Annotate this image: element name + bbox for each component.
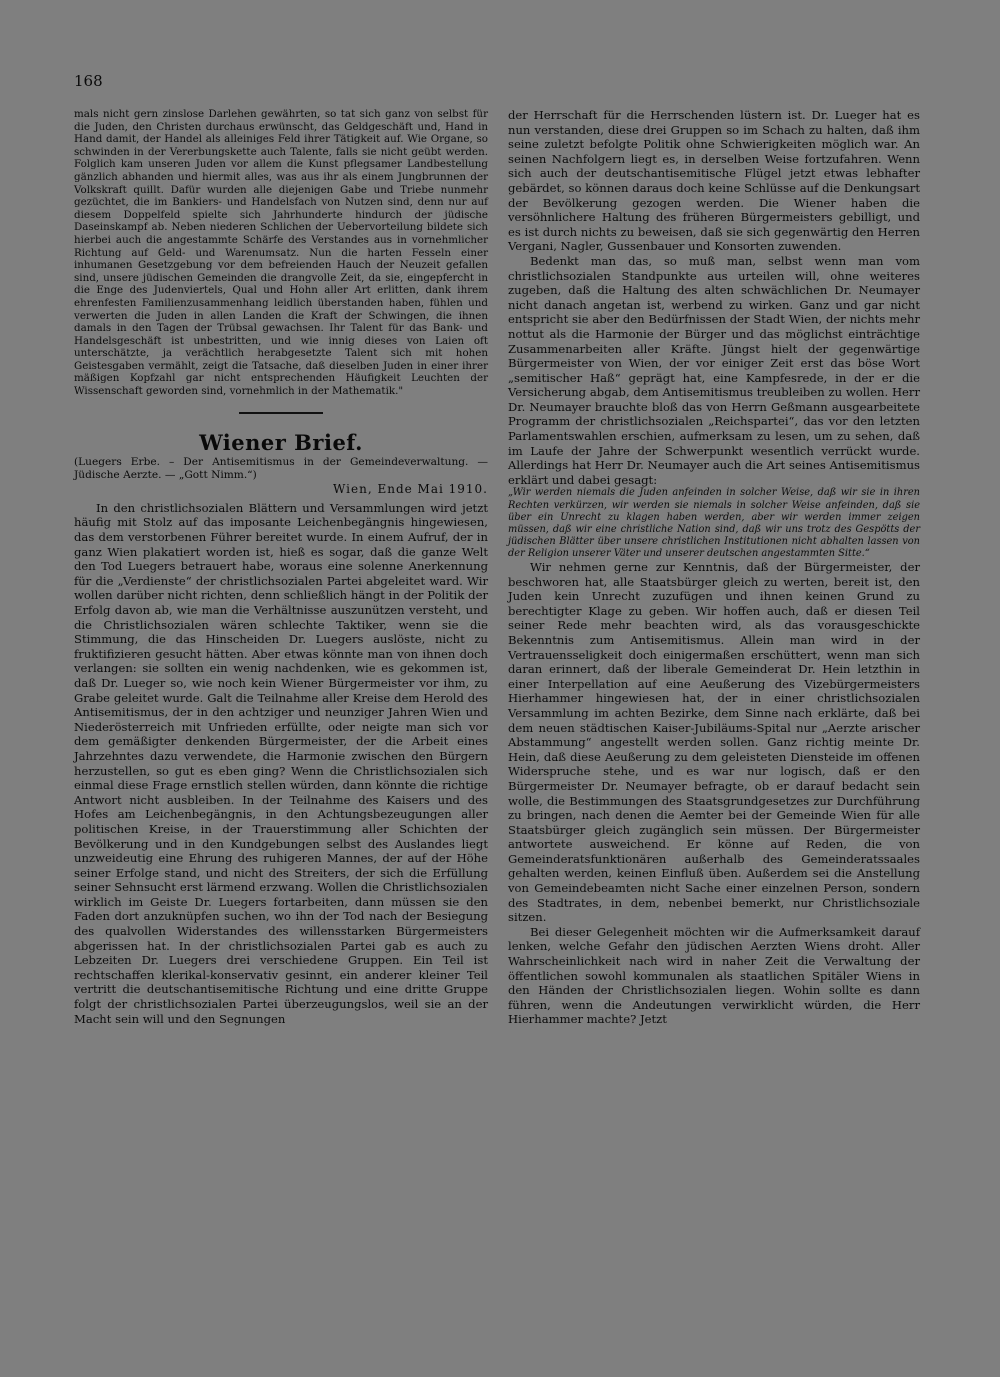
- dateline: Wien, Ende Mai 1910.: [333, 482, 488, 497]
- right-column: [508, 108, 920, 1027]
- lead-paragraph: mals nicht gern zinslose Darlehen gewährten, so tat sich ganz von selbst für die Juden, den Christen durchaus erwünscht, das Geldgeschäft und, Hand in Hand damit, der Handel als alleiniges Feld ihrer Tätigkeit auf. Wie Organe, so schwinden in der Vererbungskette auch Talente, falls sie nicht geübt werden. Folglich kam unseren Juden vor allem die Kunst pflegsamer Landbestellung gänzlich abhanden und hiermit alles, was aus ihr als einem Jungbrunnen der Volkskraft quillt. Dafür wurden alle diejenigen Gabe und Triebe nunmehr gezüchtet, die im Bankiers- und Handelsfach von Nutzen sind, denn nur auf diesem Doppelfeld spielte sich Jahrhunderte hindurch der jüdische Daseinskampf ab. Neben niederen Schlichen der Uebervorteilung bildete sich hierbei auch die angestammte Schärfe des Verstandes aus in vornehmlicher Richtung auf Geld- und Warenumsatz. Nun die harten Fesseln einer inhumanen Gesetzgebung vor dem befreienden Hauch der Neuzeit gefallen sind, unsere jüdischen Gemeinden die drangvolle Zeit, da sie, eingepfercht in die Enge des Judenviertels, Qual und Hohn aller Art erlitten, dank ihrem ehrenfesten Familienzusammenhang leidlich überstanden haben, fühlen und verwerten die Juden in allen Landen die Kraft der Schwingen, die ihnen damals in den Tagen der Trübsal gewachsen. Ihr Talent für das Bank- und Handelsgeschäft ist unbestritten, und wie innig dieses von Laien oft unterschätzte, ja verächtlich herabgesetzte Talent sich mit hohen Geistesgaben vermählt, zeigt die Tatsache, daß dieselben Juden in einer ihrer mäßigen Kopfzahl gar nicht entsprechenden Häufigkeit Leuchten der Wissenschaft geworden sind, vornehmlich in der Mathematik.": [74, 108, 488, 398]
- section-divider: [239, 412, 323, 414]
- body-paragraph: Wir nehmen gerne zur Kenntnis, daß der Bürgermeister, der beschworen hat, alle Staatsbürger gleich zu werten, bereit ist, den Juden kein Unrecht zuzufügen und ihnen keinen Grund zu berechtigter Klage zu geben. Wir hoffen auch, daß er diesen Teil seiner Rede mehr beachten wird, als das vorausgeschickte Bekenntnis zum Antisemitismus. Allein man wird in der Vertrauensseligkeit doch einigermaßen erschüttert, wenn man sich daran erinnert, daß der liberale Gemeinderat Dr. Hein letzthin in einer Interpellation auf eine Aeußerung des Vizebürgermeisters Hierhammer hingewiesen hat, der in einer christlichsozialen Versammlung im achten Bezirke, dem Sinne nach erklärte, daß bei dem neuen städtischen Kaiser-Jubiläums-Spital nur „Aerzte arischer Abstammung“ angestellt werden sollen. Ganz richtig meinte Dr. Hein, daß diese Aeußerung zu dem geleisteten Diensteide im offenen Widerspruche stehe, und es war nur logisch, daß er den Bürgermeister Dr. Neumayer befragte, ob er darauf bedacht sein wolle, die Bestimmungen des Staatsgrundgesetzes zur Durchführung zu bringen, nach denen die Aemter bei der Gemeinde Wien für alle Staatsbürger gleich zugänglich sein müssen. Der Bürgermeister antwortete ausweichend. Er könne auf Reden, die von Gemeinderatsfunktionären außerhalb des Gemeinderatssaales gehalten werden, keinen Einfluß üben. Außerdem sei die Anstellung von Gemeindebeamten nicht Sache einer einzelnen Person, sondern des Stadtrates, in dem, nebenbei bemerkt, nur Christlichsoziale sitzen.: [508, 560, 920, 925]
- article-title: Wiener Brief.: [199, 429, 363, 455]
- body-paragraph: In den christlichsozialen Blättern und Versammlungen wird jetzt häufig mit Stolz auf das imposante Leichenbegängnis hingewiesen, das dem verstorbenen Führer bereitet wurde. In einem Aufruf, der in ganz Wien plakatiert worden ist, hieß es sogar, daß die ganze Welt den Tod Luegers betrauert habe, woraus eine solenne Anerkennung für die „Verdienste“ der christlichsozialen Partei abgeleitet ward. Wir wollen darüber nicht richten, denn schließlich hängt in der Politik der Erfolg davon ab, wie man die Verhältnisse auszunützen versteht, und die Christlichsozialen wären schlechte Taktiker, wenn sie die Stimmung, die das Hinscheiden Dr. Luegers auslöste, nicht zu fruktifizieren gesucht hätten. Aber etwas könnte man von ihnen doch verlangen: sie sollten ein wenig nachdenken, wie es gekommen ist, daß Dr. Lueger so, wie noch kein Wiener Bürgermeister vor ihm, zu Grabe geleitet wurde. Galt die Teilnahme aller Kreise dem Herold des Antisemitismus, der in den achtziger und neunziger Jahren Wien und Niederösterreich mit Unfrieden erfüllte, oder neigte man sich vor dem gemäßigter denkenden Bürgermeister, der die Arbeit eines Jahrzehntes dazu verwendete, die Harmonie zwischen den Bürgern herzustellen, so gut es eben ging? Wenn die Christlichsozialen sich einmal diese Frage ernstlich stellen würden, dann könnte die richtige Antwort nicht ausbleiben. In der Teilnahme des Kaisers und des Hofes am Leichenbegängnis, in den Achtungsbezeugungen aller politischen Kreise, in der Trauerstimmung aller Schichten der Bevölkerung und in den Kundgebungen selbst des Auslandes liegt unzweideutig eine Ehrung des ruhigeren Mannes, der auf der Höhe seiner Erfolge stand, und nicht des Streiters, der sich die Erfüllung seiner Sehnsucht erst lärmend erzwang. Wollen die Christlichsozialen wirklich im Geiste Dr. Luegers fortarbeiten, dann müssen sie den Faden dort anzuknüpfen suchen, wo ihn der Tod nach der Besiegung des qualvollen Widerstandes des willensstarken Bürgermeisters abgerissen hat. In der christlichsozialen Partei gab es auch zu Lebzeiten Dr. Luegers drei verschiedene Gruppen. Ein Teil ist rechtschaffen klerikal-konservativ gesinnt, ein anderer kleiner Teil vertritt die deutschantisemitische Richtung und eine dritte Gruppe folgt der christlichsozialen Partei überzeugungslos, weil sie an der Macht sein will und den Segnungen: [74, 500, 488, 1026]
- body-paragraph: Bedenkt man das, so muß man, selbst wenn man vom christlichsozialen Standpunkte aus urteilen will, ohne weiteres zugeben, daß die Haltung des alten schwächlichen Dr. Neumayer nicht danach angetan ist, werbend zu wirken. Ganz und gar nicht entspricht sie aber den Bedürfnissen der Stadt Wien, der nichts mehr nottut als die Harmonie der Bürger und das möglichst einträchtige Zusammenarbeiten aller Kräfte. Jüngst hielt der gegenwärtige Bürgermeister von Wien, der vor einiger Zeit erst das böse Wort „semitischer Haß“ geprägt hat, eine Kampfesrede, in der er die Versicherung abgab, dem Antisemitismus treubleiben zu wollen. Herr Dr. Neumayer brauchte bloß das von Herrn Geßmann ausgearbeitete Programm der christlichsozialen „Reichspartei“, das vor den letzten Parlamentswahlen erschien, aufmerksam zu lesen, um zu sehen, daß im Laufe der Jahre der Schwerpunkt wesentlich verrückt wurde. Allerdings hat Herr Dr. Neumayer auch die Art seines Antisemitismus erklärt und dabei gesagt:: [508, 253, 920, 487]
- body-paragraph: der Herrschaft für die Herrschenden lüstern ist. Dr. Lueger hat es nun verstanden, diese drei Gruppen so im Schach zu halten, daß ihm seine zuletzt befolgte Politik ohne Schwierigkeiten möglich war. An seinen Nachfolgern liegt es, in derselben Weise fortzufahren. Wenn sich auch der deutschantisemitische Flügel jetzt etwas lebhafter gebärdet, so können daraus doch keine Schlüsse auf die Denkungsart der Bevölkerung gezogen werden. Die Wiener haben die versöhnlichere Haltung des früheren Bürgermeisters gebilligt, und es ist durch nichts zu beweisen, daß sie sich gegenwärtig den Herren Vergani, Nagler, Gussenbauer und Konsorten zuwenden.: [508, 108, 920, 254]
- page-number: 168: [74, 72, 103, 90]
- block-quote: „Wir werden niemals die Juden anfeinden in solcher Weise, daß wir sie in ihren Rechten verkürzen, wir werden sie niemals in solcher Weise anfeinden, daß sie über ein Unrecht zu klagen haben werden, aber wir werden immer zeigen müssen, daß wir eine christliche Nation sind, daß wir uns trotz des Gespötts der jüdischen Blätter über unsere christlichen Institutionen nicht abhalten lassen von der Religion unserer Väter und unserer deutschen angestammten Sitte.“: [508, 487, 920, 559]
- left-column: [74, 108, 488, 1026]
- body-paragraph: Bei dieser Gelegenheit möchten wir die Aufmerksamkeit darauf lenken, welche Gefahr den jüdischen Aerzten Wiens droht. Aller Wahrscheinlichkeit nach wird in naher Zeit die Verwaltung der öffentlichen sowohl kommunalen als staatlichen Spitäler Wiens in den Händen der Christlichsozialen liegen. Wohin sollte es dann führen, wenn die Andeutungen verwirklicht würden, die Herr Hierhammer machte? Jetzt: [508, 924, 920, 1027]
- article-subtitle: (Luegers Erbe. – Der Antisemitismus in der Gemeindeverwaltung. — Jüdische Aerzte. — „Gott Nimm.“): [74, 456, 488, 482]
